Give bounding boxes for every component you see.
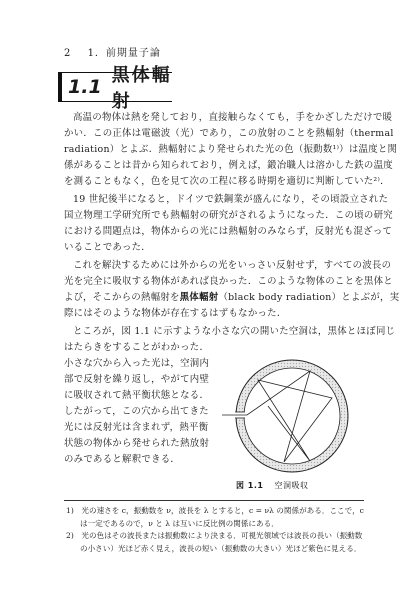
section-heading bbox=[58, 65, 172, 112]
text-line: を測ることもなく，色を見て次の工程に移る時期を適切に判断していた²⁾． bbox=[64, 176, 390, 187]
text-line: 小さな穴から入った光は，空洞内 bbox=[64, 358, 210, 369]
figure-caption bbox=[236, 480, 309, 491]
footnote-line: 1) 光の速さを c，振動数を ν，波長を λ とすると，c = νλ の関係がある．ここで，c bbox=[66, 506, 364, 515]
figure-caption-text: 空洞吸収 bbox=[274, 481, 309, 490]
text-line: のみであると解釈できる． bbox=[64, 454, 181, 465]
text-line: かい．この正体は電磁波（光）であり，この放射のことを熱輻射（thermal bbox=[64, 128, 394, 139]
text-line: 19 世紀後半になると，ドイツで鉄鋼業が盛んになり，その頃設立された bbox=[73, 194, 389, 205]
text-line: 部で反射を繰り返し，やがて内壁 bbox=[64, 374, 210, 385]
text-line: 高温の物体は熱を発しており，直接触らなくても，手をかざしただけで暖 bbox=[73, 112, 393, 123]
text-line: 光には反射光は含まれず，熱平衡 bbox=[64, 422, 209, 433]
text-line: 係があることは昔から知られており，例えば，鍛冶職人は溶かした鉄の温度 bbox=[64, 160, 393, 171]
text-segment: （black body radiation）とよぶが，実 bbox=[218, 292, 400, 303]
page-number: 2 bbox=[64, 48, 72, 59]
text-line: ところが，図 1.1 に示すような小さな穴の開いた空洞は，黒体とほぼ同じ bbox=[73, 326, 396, 337]
text-line: 光を完全に吸収する物体があれば良かった．このような物体のことを黒体と bbox=[64, 276, 393, 287]
footnote-line: の小さい）光ほど赤く見え，波長の短い（振動数の大きい）光ほど紫色に見える． bbox=[80, 543, 362, 553]
cavity-interior bbox=[244, 368, 340, 464]
cavity-figure bbox=[214, 356, 364, 476]
footnote-line: は一定であるので，ν と λ は互いに反比例の関係にある． bbox=[80, 518, 279, 528]
text-line: 状態の物体から発せられた熱放射 bbox=[64, 438, 210, 449]
text-line: いることであった． bbox=[64, 242, 151, 253]
running-header bbox=[64, 44, 161, 59]
text-line: はたらきをすることがわかった． bbox=[64, 342, 210, 353]
text-line: radiation）とよぶ．熱輻射により発せられた光の色（振動数¹⁾）は温度と関 bbox=[64, 144, 398, 155]
chapter-title: 1．前期量子論 bbox=[87, 48, 161, 59]
figure-label: 図 1.1 bbox=[236, 481, 264, 490]
paragraph-3 bbox=[64, 258, 400, 322]
footnotes bbox=[66, 505, 362, 555]
section-number: 1.1 bbox=[68, 76, 102, 98]
section-title: 黒体輻射 bbox=[111, 65, 172, 112]
text-line: に吸収されて熱平衡状態となる． bbox=[64, 390, 210, 401]
paragraph-2 bbox=[64, 192, 393, 256]
bold-term: 黒体輻射 bbox=[179, 292, 219, 303]
text-line: 国立物理工学研究所でも熱輻射の研究がされるようになった．この頃の研究 bbox=[64, 210, 393, 221]
paragraph-1 bbox=[64, 110, 398, 190]
text-line bbox=[64, 290, 400, 306]
text-segment: よび，そこからの熱輻射を bbox=[64, 292, 180, 303]
text-line: これを解決するためには外からの光をいっさい反射せず，すべての波長の bbox=[73, 260, 392, 271]
text-line: したがって，この穴から出てきた bbox=[64, 406, 209, 417]
text-line: 際にはそのような物体が存在するはずもなかった． bbox=[64, 308, 287, 319]
footnote-line: 2) 光の色はその波長または振動数により決まる．可視光領域では波長の長い（振動数 bbox=[66, 531, 363, 540]
text-line: における問題点は，物体からの光には熱輻射のみならず，反射光も混ざって bbox=[64, 226, 393, 237]
footnote-rule bbox=[64, 500, 364, 501]
